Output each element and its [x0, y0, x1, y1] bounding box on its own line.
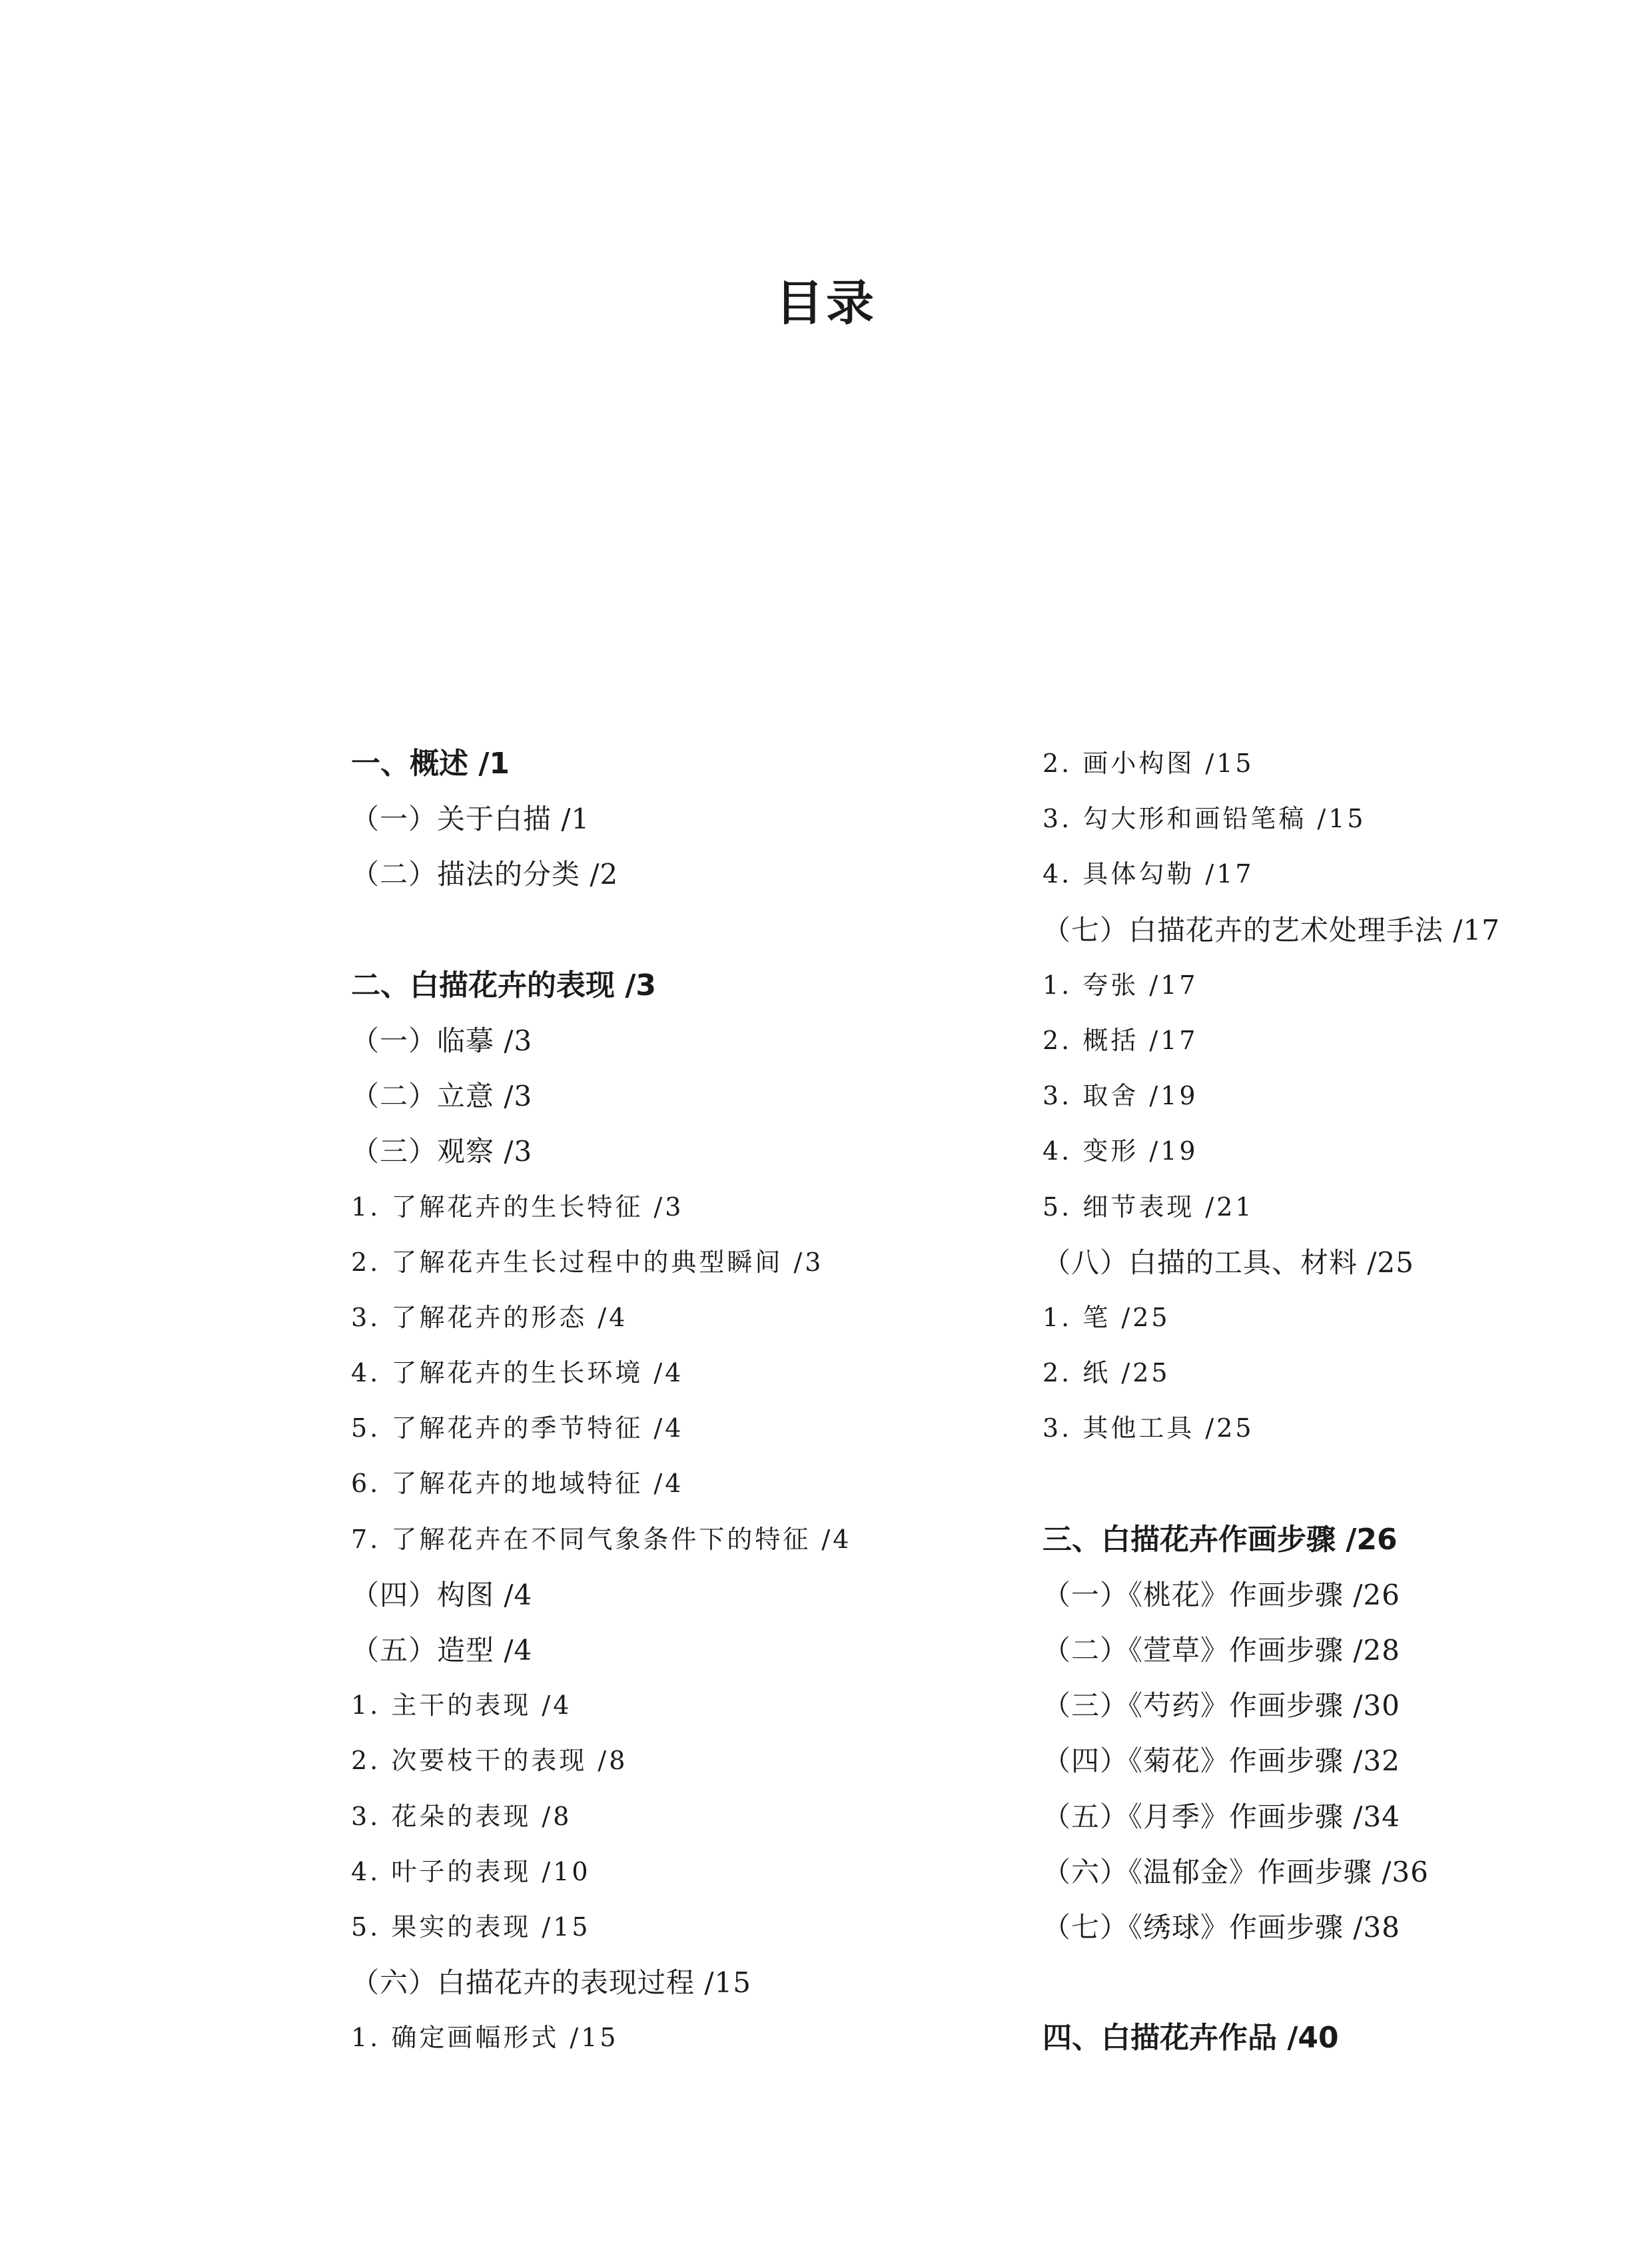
toc-section-entry: （五）《月季》作画步骤 /34: [1042, 1800, 1400, 1833]
toc-subsection-entry: 2. 纸 /25: [1042, 1358, 1170, 1388]
toc-subsection-entry: 4. 变形 /19: [1042, 1136, 1198, 1166]
toc-subsection-entry: 1. 确定画幅形式 /15: [351, 2023, 619, 2053]
toc-section-entry: （七）《绣球》作画步骤 /38: [1042, 1910, 1400, 1944]
toc-subsection-entry: 7. 了解花卉在不同气象条件下的特征 /4: [351, 1524, 852, 1554]
toc-section-entry: （一）关于白描 /1: [351, 803, 590, 836]
toc-subsection-entry: 1. 笔 /25: [1042, 1302, 1170, 1332]
toc-section-entry: （四）《菊花》作画步骤 /32: [1042, 1744, 1400, 1778]
toc-section-entry: （三）《芍药》作画步骤 /30: [1042, 1689, 1400, 1722]
toc-section-entry: （二）描法的分类 /2: [351, 858, 619, 891]
toc-subsection-entry: 2. 次要枝干的表现 /8: [351, 1746, 628, 1776]
toc-subsection-entry: 6. 了解花卉的地域特征 /4: [351, 1469, 684, 1499]
toc-section-entry: （六）《温郁金》作画步骤 /36: [1042, 1855, 1429, 1888]
toc-chapter-heading: 二、白描花卉的表现 /3: [351, 968, 657, 1002]
toc-chapter-heading: 四、白描花卉作品 /40: [1042, 2021, 1339, 2055]
toc-subsection-entry: 1. 主干的表现 /4: [351, 1690, 572, 1720]
toc-subsection-entry: 4. 了解花卉的生长环境 /4: [351, 1358, 684, 1388]
toc-section-entry: （二）《萱草》作画步骤 /28: [1042, 1634, 1400, 1667]
toc-right-column: [1042, 736, 1642, 2066]
toc-subsection-entry: 3. 勾大形和画铅笔稿 /15: [1042, 804, 1366, 834]
toc-subsection-entry: 2. 了解花卉生长过程中的典型瞬间 /3: [351, 1247, 824, 1277]
toc-subsection-entry: 4. 叶子的表现 /10: [351, 1856, 591, 1886]
toc-section-entry: （六）白描花卉的表现过程 /15: [351, 1966, 751, 2000]
toc-subsection-entry: 1. 夸张 /17: [1042, 970, 1198, 1000]
toc-subsection-entry: 3. 花朵的表现 /8: [351, 1801, 572, 1831]
toc-subsection-entry: 1. 了解花卉的生长特征 /3: [351, 1192, 684, 1222]
toc-chapter-heading: 三、白描花卉作画步骤 /26: [1042, 1522, 1398, 1557]
toc-subsection-entry: 5. 细节表现 /21: [1042, 1192, 1254, 1222]
toc-section-entry: （七）白描花卉的艺术处理手法 /17: [1042, 913, 1500, 946]
toc-subsection-entry: 2. 画小构图 /15: [1042, 749, 1254, 778]
toc-section-entry: （一）临摹 /3: [351, 1024, 533, 1057]
toc-section-entry: （三）观察 /3: [351, 1135, 533, 1168]
toc-subsection-entry: 2. 概括 /17: [1042, 1025, 1198, 1055]
toc-section-entry: （八）白描的工具、材料 /25: [1042, 1246, 1414, 1279]
toc-section-entry: （四）构图 /4: [351, 1578, 533, 1611]
toc-subsection-entry: 3. 其他工具 /25: [1042, 1413, 1254, 1443]
toc-subsection-entry: 3. 了解花卉的形态 /4: [351, 1302, 628, 1332]
page-title: 目录: [775, 275, 877, 331]
toc-subsection-entry: 5. 了解花卉的季节特征 /4: [351, 1413, 684, 1443]
toc-section-entry: （二）立意 /3: [351, 1080, 533, 1113]
toc-subsection-entry: 4. 具体勾勒 /17: [1042, 859, 1254, 889]
toc-section-entry: （一）《桃花》作画步骤 /26: [1042, 1578, 1400, 1611]
toc-chapter-heading: 一、概述 /1: [351, 747, 510, 781]
toc-section-entry: （五）造型 /4: [351, 1634, 533, 1667]
toc-subsection-entry: 5. 果实的表现 /15: [351, 1912, 591, 1942]
toc-left-column: [351, 736, 1017, 2066]
toc-subsection-entry: 3. 取舍 /19: [1042, 1081, 1198, 1111]
